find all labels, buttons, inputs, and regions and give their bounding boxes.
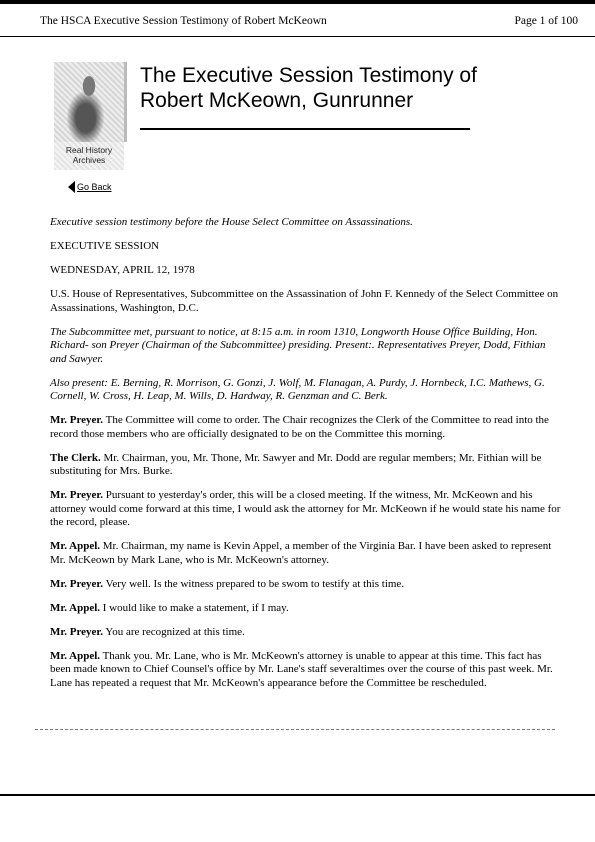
dialogue-list bbox=[50, 414, 562, 690]
back-arrow-icon bbox=[68, 181, 75, 193]
speaker-name: Mr. Preyer. bbox=[50, 577, 104, 590]
speaker-name: Mr. Preyer. bbox=[50, 489, 104, 501]
bottom-border bbox=[0, 794, 595, 796]
speaker-text: Very well. Is the witness prepared to be swom to testify at this time. bbox=[103, 577, 405, 590]
intro-text: Executive session testimony before the House Select Committee on Assassinations. bbox=[50, 216, 413, 228]
location-text: U.S. House of Representatives, Subcommittee on the Assassination of John F. Kennedy of the Select Committee on Assassinations, Washington, D.C. bbox=[50, 288, 559, 314]
meeting-text: The Subcommittee met, pursuant to notice, at 8:15 a.m. in room 1310, Longworth House Office Building, Hon. Richard- son Preyer (Chairman of the Subcommittee) presiding. Present:. Representatives Preyer, Dodd, Fithian and Sawyer. bbox=[50, 325, 546, 365]
speaker-name: Mr. Appel. bbox=[50, 601, 101, 614]
dialogue-paragraph bbox=[50, 650, 562, 691]
go-back-link[interactable] bbox=[68, 181, 112, 193]
speaker-text: Mr. Chairman, my name is Kevin Appel, a member of the Virginia Bar. I have been asked to represent Mr. McKeown by Mark Lane, who is Mr. McKeown's attorney. bbox=[50, 540, 552, 566]
page-header bbox=[0, 15, 595, 31]
page-title: The Executive Session Testimony of Robert McKeown, Gunrunner bbox=[140, 64, 477, 112]
dialogue-paragraph bbox=[50, 578, 562, 592]
dialogue-paragraph bbox=[50, 602, 562, 616]
page-break-rule bbox=[35, 729, 555, 730]
header-doc-title: The HSCA Executive Session Testimony of Robert McKeown bbox=[40, 15, 327, 27]
archive-logo bbox=[54, 62, 124, 172]
top-border bbox=[0, 0, 595, 4]
speaker-name: Mr. Appel. bbox=[50, 649, 101, 662]
dialogue-paragraph bbox=[50, 489, 562, 530]
speaker-text: You are recognized at this time. bbox=[103, 625, 245, 638]
speaker-text: The Committee will come to order. The Chair recognizes the Clerk of the Committee to read into the record those members who are officially designated to be on the Committee this morning. bbox=[50, 414, 549, 440]
logo-caption: Real History Archives bbox=[54, 142, 124, 170]
speaker-text: Mr. Chairman, you, Mr. Thone, Mr. Sawyer and Mr. Dodd are regular members; Mr. Fithian will be substituting for Mrs. Burke. bbox=[50, 451, 542, 477]
speaker-name: Mr. Preyer. bbox=[50, 625, 104, 638]
dialogue-paragraph bbox=[50, 626, 562, 640]
dialogue-paragraph bbox=[50, 452, 562, 479]
title-rule bbox=[140, 128, 470, 130]
speaker-text: I would like to make a statement, if I may. bbox=[100, 601, 289, 614]
speaker-text: Thank you. Mr. Lane, who is Mr. McKeown's attorney is unable to appear at this time. This fact has been made known to Chief Counsel's office by Mr. Lane's staff severaltimes over the course of this past week. Mr. Lane has repeated a request that Mr. McKeown's appearance before the Committee be rescheduled. bbox=[50, 649, 553, 689]
page-indicator: Page 1 of 100 bbox=[514, 15, 578, 27]
speaker-name: Mr. Appel. bbox=[50, 540, 101, 552]
logo-image bbox=[54, 62, 127, 142]
speaker-text: Pursuant to yesterday's order, this will be a closed meeting. If the witness, Mr. McKeown and his attorney would come forward at this time, I would ask the attorney for Mr. McKeown if he would state his name for the record, please. bbox=[50, 489, 561, 528]
document-body bbox=[50, 216, 562, 701]
also-present-text: Also present: E. Berning, R. Morrison, G. Gonzi, J. Wolf, M. Flanagan, A. Purdy, J. Hornbeck, I.C. Mathews, G. Cornell, W. Cross, H. Leap, M. Wills, D. Hardway, R. Genzman and C. Berk. bbox=[50, 376, 545, 402]
dialogue-paragraph bbox=[50, 540, 562, 567]
session-date: WEDNESDAY, APRIL 12, 1978 bbox=[50, 264, 195, 276]
session-heading: EXECUTIVE SESSION bbox=[50, 240, 160, 252]
header-rule bbox=[0, 36, 595, 37]
dialogue-paragraph bbox=[50, 414, 562, 441]
speaker-name: The Clerk. bbox=[50, 451, 101, 464]
go-back-label[interactable]: Go Back bbox=[77, 182, 112, 192]
speaker-name: Mr. Preyer. bbox=[50, 414, 104, 426]
